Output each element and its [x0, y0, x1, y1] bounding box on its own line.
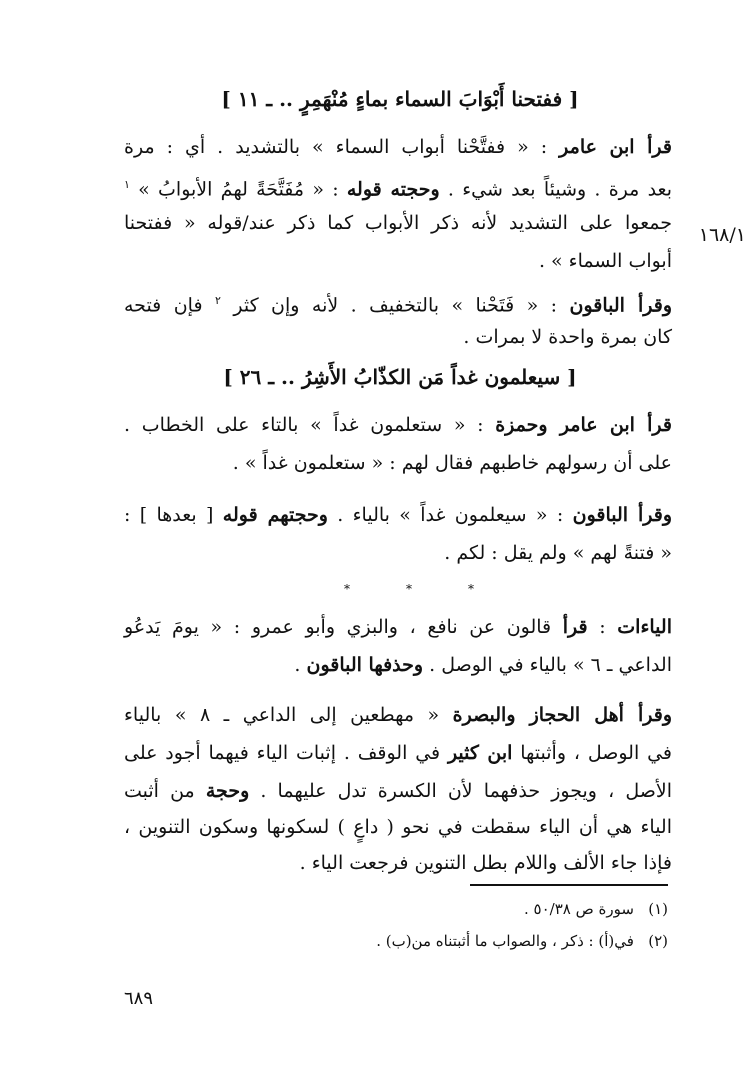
others-label: وحذفها الباقون	[306, 654, 424, 676]
para6-line4: الياء هي أن الياء سقطت في نحو ( داعٍ ) لسكونها وسكون التنوين ،	[124, 816, 672, 838]
para5-line1-text: قالون عن نافع ، والبزي وأبو عمرو : « يومَ يَدعُو	[124, 616, 563, 638]
star-mark: *	[344, 582, 350, 596]
footnote-divider	[470, 884, 668, 886]
footnote-marker-1: ١	[124, 178, 130, 191]
reader-name: قرأ ابن عامر	[559, 136, 672, 158]
reader-name: ابن كثير	[447, 742, 513, 764]
para4-line1	[124, 500, 672, 530]
para2-line1-text: : « فَتَحْنا » بالتخفيف . لأنه وإن كثر	[220, 294, 570, 317]
footnote-number: (١)	[648, 900, 668, 918]
para2-line1-text-c: فإن فتحه	[124, 294, 215, 317]
para6-line2-text-c: في الوقف . إثبات الياء فيهما أجود على	[124, 742, 448, 764]
para6-line3-text-c: من أثبت	[124, 780, 206, 802]
para1-line2-text-a: بعد مرة . وشيئاً بعد شيء .	[439, 178, 672, 201]
para3-line1-text: : « ستعلمون غداً » بالتاء على الخطاب .	[124, 414, 496, 436]
para6-line2	[124, 738, 672, 768]
footnote-text: في(أ) : ذكر ، والصواب ما أثبتناه من(ب) .	[376, 932, 634, 950]
para1-line3: جمعوا على التشديد لأنه ذكر الأبواب كما ذكر عند/قوله « ففتحنا	[124, 212, 672, 234]
para1-line1-text: : « ففتَّحْنا أبواب السماء » بالتشديد . أي : مرة	[124, 136, 560, 158]
para3-line1	[124, 410, 672, 440]
section-separator	[344, 582, 474, 596]
para6-line5: فإذا جاء الألف واللام بطل التنوين فرجعت الياء .	[299, 852, 672, 874]
section-label: الياءات	[617, 616, 672, 638]
reader-name: وقرأ الباقون	[569, 294, 672, 317]
para5-line2	[124, 650, 672, 680]
reader-name: قرأ ابن عامر وحمزة	[495, 414, 672, 436]
read-label: قرأ	[562, 616, 588, 638]
footnote-marker-2: ٢	[214, 294, 221, 307]
footnote-number: (٢)	[648, 932, 668, 950]
star-mark: *	[468, 582, 474, 596]
reader-name: وقرأ الباقون	[572, 504, 672, 526]
page-number: ٦٨٩	[124, 988, 154, 1009]
para6-line1-text: « مهطعين إلى الداعي ـ ٨ » بالياء	[124, 704, 453, 726]
para1-line4: أبواب السماء » .	[538, 250, 672, 272]
verse-heading-1: [ ففتحنا أَبْوَابَ السماء بماءٍ مُنْهَمِرٍ .. ـ ١١ ]	[221, 87, 579, 111]
proof-label: وحجة	[205, 780, 250, 802]
proof-label: وحجته قوله	[346, 178, 440, 201]
margin-reference: ١٦٨/١	[698, 224, 746, 246]
para5-line1	[124, 612, 672, 642]
para1-line1	[124, 132, 672, 162]
para4-line1-text: : « سيعلمون غداً » بالياء .	[327, 504, 573, 526]
para6-line3	[124, 776, 672, 806]
para6-line2-text-a: في الوصل ، وأثبتها	[512, 742, 672, 764]
para4-line1-text-d: [ بعدها ] :	[124, 504, 223, 526]
para4-line2: « فتنةً لهم » ولم يقل : لكم .	[444, 542, 672, 564]
footnote-1	[300, 898, 668, 920]
para1-line2-text-c: : « مُفَتَّحَةً لهمُ الأبوابُ »	[129, 178, 347, 201]
para2-line1	[124, 286, 672, 320]
para5-colon: :	[587, 616, 618, 638]
footnote-2	[300, 930, 668, 952]
para1-line2	[124, 170, 672, 204]
footnote-text: سورة ص ٥٠/٣٨ .	[523, 900, 634, 918]
para2-line2: كان بمرة واحدة لا بمرات .	[463, 326, 672, 348]
proof-label: وحجتهم قوله	[222, 504, 328, 526]
reader-name: وقرأ أهل الحجاز والبصرة	[452, 704, 672, 726]
para6-line3-text-a: الأصل ، ويجوز حذفهما لأن الكسرة تدل عليهما .	[249, 780, 672, 802]
para5-line2-end: .	[294, 654, 307, 676]
para6-line1	[124, 700, 672, 730]
para5-line2-text: الداعي ـ ٦ » بالياء في الوصل .	[423, 654, 672, 676]
para3-line2: على أن رسولهم خاطبهم فقال لهم : « ستعلمون غداً » .	[232, 452, 672, 474]
verse-heading-2: [ سيعلمون غداً مَن الكذّابُ الأَشِرُ .. ـ ٢٦ ]	[223, 365, 577, 389]
star-mark: *	[406, 582, 412, 596]
